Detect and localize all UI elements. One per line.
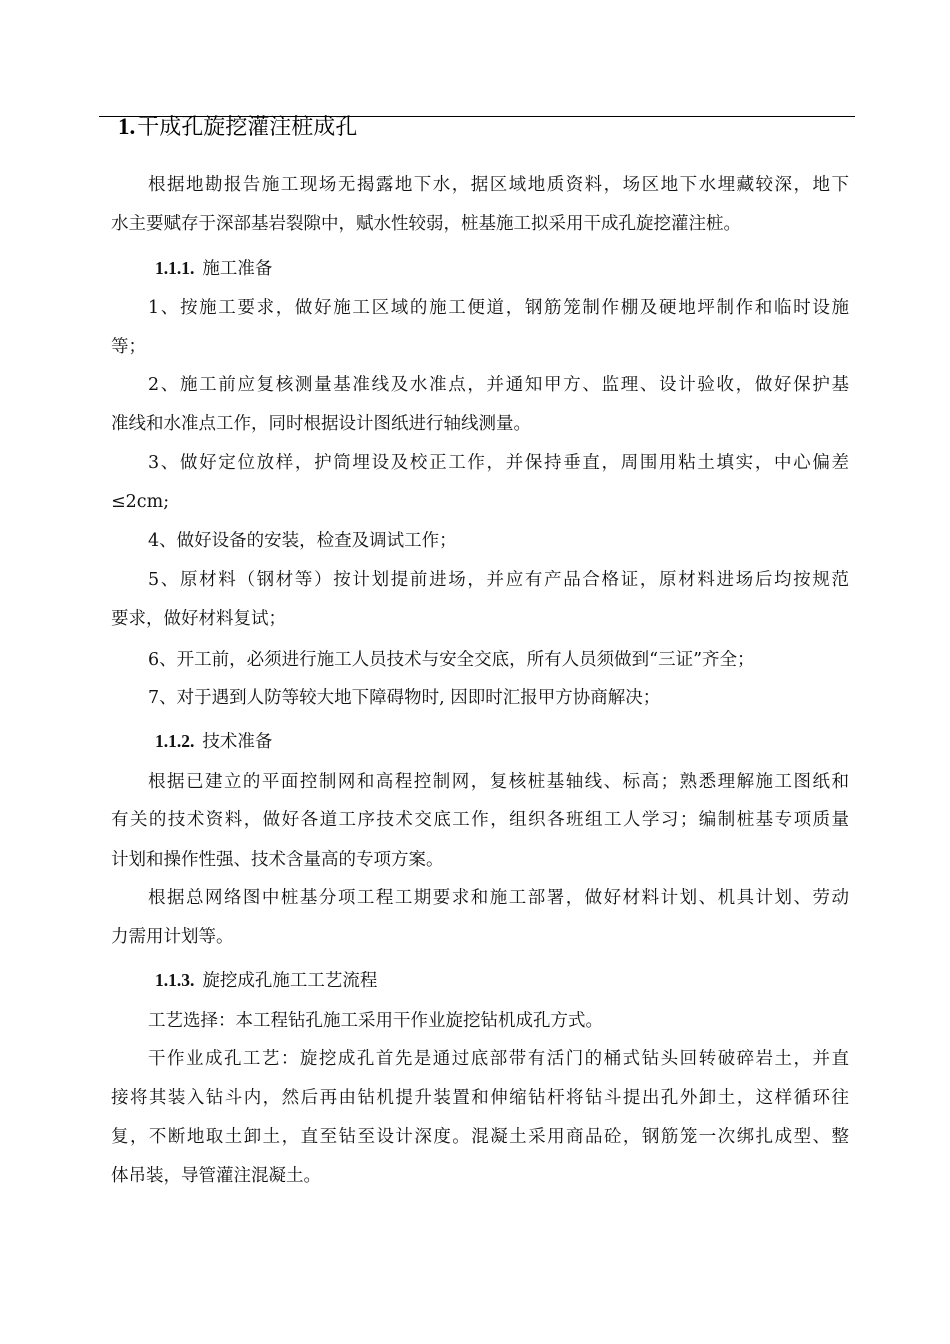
subsection-number: 1.1.2. bbox=[155, 731, 195, 751]
process-p2-line-3: 复，不断地取土卸土，直至钻至设计深度。混凝土采用商品砼，钢筋笼一次绑扎成型、整 bbox=[111, 1127, 849, 1147]
intro-line-2: 水主要赋存于深部基岩裂隙中，赋水性较弱，桩基施工拟采用干成孔旋挖灌注桩。 bbox=[111, 214, 741, 234]
tech-p1-line-1: 根据已建立的平面控制网和高程控制网，复核桩基轴线、标高；熟悉理解施工图纸和 bbox=[148, 772, 849, 792]
prep-item-2-line-2: 准线和水准点工作，同时根据设计图纸进行轴线测量。 bbox=[111, 414, 531, 434]
tech-p2-line-2: 力需用计划等。 bbox=[111, 927, 234, 947]
prep-item-5-line-2: 要求，做好材料复试； bbox=[111, 609, 286, 629]
subsection-heading-tech bbox=[155, 729, 272, 754]
heading-title: 干成孔旋挖灌注桩成孔 bbox=[137, 115, 358, 140]
subsection-number: 1.1.1. bbox=[155, 258, 195, 278]
prep-item-5-line-1: 5、原材料（钢材等）按计划提前进场，并应有产品合格证，原材料进场后均按规范 bbox=[148, 570, 849, 590]
prep-item-1-line-1: 1、按施工要求，做好施工区域的施工便道，钢筋笼制作棚及硬地坪制作和临时设施 bbox=[148, 298, 849, 318]
subsection-number: 1.1.3. bbox=[155, 970, 195, 990]
tech-p2-line-1: 根据总网络图中桩基分项工程工期要求和施工部署，做好材料计划、机具计划、劳动 bbox=[148, 888, 849, 908]
subsection-heading-prep bbox=[155, 256, 272, 281]
tech-p1-line-3: 计划和操作性强、技术含量高的专项方案。 bbox=[111, 850, 444, 870]
subsection-title: 施工准备 bbox=[202, 259, 273, 279]
process-p1: 工艺选择：本工程钻孔施工采用干作业旋挖钻机成孔方式。 bbox=[148, 1011, 603, 1031]
tech-p1-line-2: 有关的技术资料，做好各道工序技术交底工作，组织各班组工人学习；编制桩基专项质量 bbox=[111, 810, 849, 830]
section-heading-1 bbox=[118, 112, 357, 143]
subsection-title: 技术准备 bbox=[202, 732, 273, 752]
prep-item-2-line-1: 2、施工前应复核测量基准线及水准点，并通知甲方、监理、设计验收，做好保护基 bbox=[148, 375, 849, 395]
intro-line-1: 根据地勘报告施工现场无揭露地下水，据区域地质资料，场区地下水埋藏较深，地下 bbox=[148, 175, 849, 195]
subsection-title: 旋挖成孔施工工艺流程 bbox=[202, 971, 378, 991]
process-p2-line-2: 接将其装入钻斗内，然后再由钻机提升装置和伸缩钻杆将钻斗提出孔外卸土，这样循环往 bbox=[111, 1088, 849, 1108]
prep-item-6: 6、开工前，必须进行施工人员技术与安全交底，所有人员须做到“三证”齐全； bbox=[148, 650, 755, 670]
prep-item-1-line-2: 等； bbox=[111, 337, 146, 357]
process-p2-line-4: 体吊装，导管灌注混凝土。 bbox=[111, 1166, 321, 1186]
subsection-heading-process bbox=[155, 968, 377, 993]
prep-item-7: 7、对于遇到人防等较大地下障碍物时, 因即时汇报甲方协商解决； bbox=[148, 688, 661, 708]
heading-number: 1. bbox=[118, 114, 136, 139]
prep-item-3-line-1: 3、做好定位放样，护筒埋设及校正工作，并保持垂直，周围用粘土填实，中心偏差 bbox=[148, 453, 849, 473]
prep-item-3-line-2: ≤2cm; bbox=[111, 492, 170, 512]
process-p2-line-1: 干作业成孔工艺：旋挖成孔首先是通过底部带有活门的桶式钻头回转破碎岩土，并直 bbox=[148, 1049, 849, 1069]
prep-item-4: 4、做好设备的安装，检查及调试工作； bbox=[148, 531, 457, 551]
